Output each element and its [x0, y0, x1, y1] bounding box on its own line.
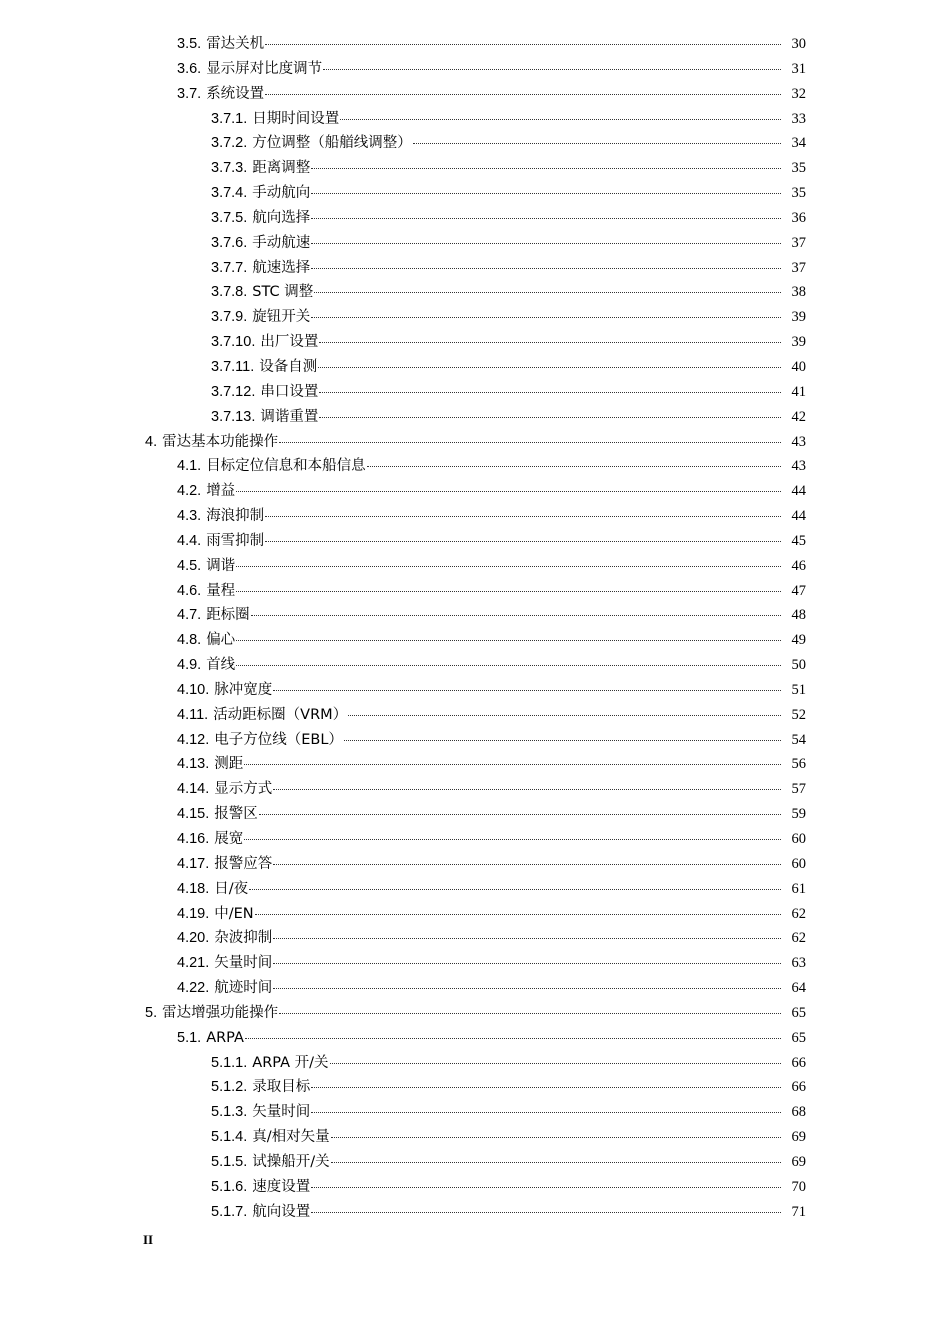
toc-entry-title: 矢量时间 [214, 955, 273, 972]
toc-entry-number: 4.22. [177, 980, 210, 997]
toc-entry-page: 43 [791, 433, 806, 450]
toc-entry-title: 系统设置 [206, 85, 265, 102]
toc-entry-page: 56 [791, 756, 806, 773]
dot-leader [236, 640, 781, 641]
toc-entry[interactable] [177, 752, 950, 777]
dot-leader [319, 392, 781, 393]
dot-leader [273, 963, 781, 964]
dot-leader [244, 764, 781, 765]
toc-entry[interactable] [211, 131, 950, 156]
toc-entry[interactable] [211, 280, 950, 305]
toc-entry[interactable] [177, 82, 950, 107]
toc-entry-page: 44 [791, 508, 806, 525]
toc-entry[interactable] [211, 256, 950, 281]
toc-entry[interactable] [211, 1125, 950, 1150]
toc-entry-title: 调谐重置 [260, 408, 319, 425]
toc-entry-page: 35 [791, 185, 806, 202]
toc-entry-number: 3.7.8. [211, 284, 248, 301]
toc-entry-title: 报警应答 [214, 855, 273, 872]
toc-entry-title: 活动距标圈（VRM） [213, 706, 348, 723]
dot-leader [311, 1187, 781, 1188]
toc-entry[interactable] [177, 529, 950, 554]
toc-entry-number: 3.7.13. [211, 408, 256, 425]
toc-entry-number: 4.18. [177, 880, 210, 897]
toc-entry[interactable] [177, 678, 950, 703]
toc-entry-page: 69 [791, 1129, 806, 1146]
dot-leader [323, 69, 781, 70]
toc-entry[interactable] [211, 1075, 950, 1100]
toc-entry-number: 5.1.1. [211, 1054, 248, 1071]
dot-leader [244, 839, 781, 840]
toc-entry-number: 3.7.6. [211, 234, 248, 251]
toc-entry-number: 3.7.5. [211, 209, 248, 226]
toc-entry[interactable] [177, 1026, 950, 1051]
toc-entry-page: 61 [791, 880, 806, 897]
toc-entry-number: 4.14. [177, 781, 210, 798]
dot-leader [311, 243, 781, 244]
toc-entry-title: 手动航速 [252, 234, 311, 251]
toc-entry-title: 雨雪抑制 [206, 532, 265, 549]
dot-leader [311, 1212, 781, 1213]
toc-entry-number: 4.6. [177, 582, 202, 599]
toc-entry[interactable] [211, 1150, 950, 1175]
toc-entry-title: 速度设置 [252, 1178, 311, 1195]
toc-entry-page: 54 [791, 731, 806, 748]
toc-entry-title: 首线 [206, 657, 236, 674]
dot-leader [265, 94, 781, 95]
toc-entry[interactable] [211, 305, 950, 330]
toc-entry[interactable] [177, 877, 950, 902]
toc-entry-number: 4.20. [177, 930, 210, 947]
toc-entry-page: 52 [791, 706, 806, 723]
toc-entry-page: 39 [791, 334, 806, 351]
toc-entry-title: 航迹时间 [214, 980, 273, 997]
toc-entry-number: 3.7.7. [211, 259, 248, 276]
toc-entry-title: STC 调整 [252, 284, 314, 301]
toc-entry-title: 显示方式 [214, 781, 273, 798]
toc-entry-page: 44 [791, 483, 806, 500]
toc-entry-page: 49 [791, 632, 806, 649]
toc-entry[interactable] [177, 827, 950, 852]
toc-entry-title: ARPA 开/关 [252, 1054, 329, 1071]
toc-entry-number: 4.16. [177, 831, 210, 847]
toc-entry[interactable] [211, 355, 950, 380]
toc-entry-page: 50 [791, 657, 806, 674]
toc-entry[interactable] [177, 57, 950, 82]
dot-leader [236, 665, 781, 666]
dot-leader [265, 516, 781, 517]
toc-entry-page: 42 [791, 408, 806, 425]
dot-leader [311, 218, 781, 219]
toc-entry-page: 69 [791, 1153, 806, 1170]
toc-entry[interactable] [177, 951, 950, 976]
toc-entry[interactable] [177, 902, 950, 927]
toc-entry-page: 71 [791, 1203, 806, 1220]
dot-leader [265, 44, 781, 45]
toc-entry-number: 4.9. [177, 657, 202, 674]
toc-entry-page: 38 [791, 284, 806, 301]
toc-entry[interactable] [177, 703, 950, 728]
toc-entry-page: 43 [791, 458, 806, 475]
toc-entry-title: 增益 [206, 483, 236, 500]
toc-entry-title: 目标定位信息和本船信息 [206, 458, 366, 475]
dot-leader [340, 119, 781, 120]
dot-leader [279, 1013, 781, 1014]
toc-entry-title: 脉冲宽度 [214, 681, 273, 698]
toc-entry[interactable] [177, 653, 950, 678]
toc-entry-number: 5.1.4. [211, 1129, 248, 1146]
toc-entry[interactable] [177, 777, 950, 802]
toc-entry-number: 4.21. [177, 955, 210, 972]
toc-entry-number: 5.1.5. [211, 1153, 248, 1170]
toc-entry[interactable] [177, 479, 950, 504]
toc-entry-number: 3.7.3. [211, 160, 248, 177]
toc-entry-page: 48 [791, 607, 806, 624]
toc-entry-title: 旋钮开关 [252, 309, 311, 326]
toc-entry[interactable] [177, 976, 950, 1001]
toc-entry[interactable] [177, 504, 950, 529]
toc-entry-number: 5.1.7. [211, 1203, 248, 1220]
toc-entry-page: 31 [791, 60, 806, 77]
dot-leader [311, 193, 781, 194]
toc-entry-number: 5.1.3. [211, 1104, 248, 1121]
dot-leader [314, 292, 781, 293]
toc-entry-number: 3.7.1. [211, 110, 248, 127]
dot-leader [330, 1063, 781, 1064]
toc-entry-title: 方位调整（船艏线调整） [252, 135, 412, 152]
toc-entry-number: 4.11. [177, 706, 209, 723]
toc-entry-page: 39 [791, 309, 806, 326]
toc-entry-title: 串口设置 [260, 383, 319, 400]
toc-entry[interactable] [177, 579, 950, 604]
toc-entry-page: 66 [791, 1054, 806, 1071]
toc-entry-page: 35 [791, 160, 806, 177]
toc-entry[interactable] [211, 1175, 950, 1200]
toc-entry-page: 45 [791, 532, 806, 549]
dot-leader [273, 988, 781, 989]
toc-entry[interactable] [211, 231, 950, 256]
toc-entry[interactable] [177, 728, 950, 753]
dot-leader [273, 789, 781, 790]
toc-entry[interactable] [145, 1001, 950, 1026]
dot-leader [311, 1087, 781, 1088]
toc-entry-page: 37 [791, 259, 806, 276]
toc-entry[interactable] [211, 1200, 950, 1225]
dot-leader [279, 442, 781, 443]
toc-entry-page: 60 [791, 855, 806, 872]
dot-leader [259, 814, 781, 815]
toc-entry-number: 5.1. [177, 1029, 202, 1046]
toc-entry-page: 57 [791, 781, 806, 798]
toc-entry-title: 试操船开/关 [252, 1153, 330, 1170]
toc-entry[interactable] [177, 802, 950, 827]
dot-leader [367, 466, 781, 467]
dot-leader [331, 1137, 781, 1138]
toc-entry-title: 海浪抑制 [206, 508, 265, 525]
toc-entry-title: 距离调整 [252, 160, 311, 177]
dot-leader [273, 938, 781, 939]
toc-entry-title: 录取目标 [252, 1079, 311, 1096]
toc-entry-page: 36 [791, 209, 806, 226]
toc-entry-number: 4.4. [177, 532, 202, 549]
toc-entry[interactable] [177, 603, 950, 628]
dot-leader [249, 889, 781, 890]
dot-leader [319, 342, 781, 343]
toc-entry-number: 4.13. [177, 756, 210, 773]
toc-entry-number: 4.5. [177, 557, 202, 574]
toc-entry[interactable] [211, 330, 950, 355]
dot-leader [318, 367, 781, 368]
toc-entry-title: 航向设置 [252, 1203, 311, 1220]
toc-entry[interactable] [177, 32, 950, 57]
toc-entry[interactable] [177, 852, 950, 877]
dot-leader [251, 615, 781, 616]
dot-leader [236, 591, 781, 592]
toc-entry-number: 4.19. [177, 905, 210, 922]
toc-entry-page: 62 [791, 930, 806, 947]
toc-entry-title: 电子方位线（EBL） [214, 731, 343, 748]
toc-entry[interactable] [211, 1051, 950, 1076]
dot-leader [236, 566, 781, 567]
toc-entry-title: 雷达增强功能操作 [162, 1004, 279, 1021]
toc-entry-title: 日期时间设置 [252, 110, 340, 127]
toc-entry-title: 真/相对矢量 [252, 1129, 330, 1146]
toc-entry-number: 3.7.12. [211, 383, 256, 400]
toc-entry-number: 3.7.4. [211, 185, 248, 202]
toc-entry-title: ARPA [206, 1029, 244, 1046]
toc-entry[interactable] [211, 380, 950, 405]
toc-entry-number: 4.8. [177, 632, 202, 649]
toc-entry-number: 3.7.11. [211, 358, 255, 375]
toc-entry-page: 51 [791, 681, 806, 698]
toc-entry-title: 测距 [214, 756, 244, 773]
toc-entry-title: 报警区 [214, 806, 258, 823]
toc-entry-page: 68 [791, 1104, 806, 1121]
dot-leader [245, 1038, 781, 1039]
toc-entry-number: 4. [145, 433, 158, 450]
dot-leader [255, 914, 781, 915]
toc-entry-page: 63 [791, 955, 806, 972]
toc-entry[interactable] [211, 156, 950, 181]
toc-entry-page: 32 [791, 85, 806, 102]
toc-entry[interactable] [211, 1100, 950, 1125]
dot-leader [331, 1162, 781, 1163]
toc-entry-number: 3.7.10. [211, 334, 256, 351]
dot-leader [311, 168, 781, 169]
toc-entry-number: 4.12. [177, 731, 210, 748]
toc-entry-page: 47 [791, 582, 806, 599]
toc-entry-title: 量程 [206, 582, 236, 599]
toc-entry-number: 4.2. [177, 483, 202, 500]
toc-entry-number: 3.5. [177, 36, 202, 52]
toc-entry-number: 4.3. [177, 508, 202, 525]
toc-entry-number: 3.7. [177, 85, 202, 102]
dot-leader [311, 317, 781, 318]
toc-entry-title: 调谐 [206, 557, 236, 574]
dot-leader [413, 143, 781, 144]
toc-entry-page: 37 [791, 234, 806, 251]
toc-entry[interactable] [177, 554, 950, 579]
toc-entry-page: 60 [791, 831, 806, 847]
toc-entry-number: 4.15. [177, 806, 210, 823]
toc-entry-page: 33 [791, 110, 806, 127]
dot-leader [344, 740, 781, 741]
toc-entry-title: 航速选择 [252, 259, 311, 276]
toc-entry-number: 3.7.2. [211, 135, 248, 152]
toc-entry[interactable] [211, 206, 950, 231]
table-of-contents [0, 32, 950, 1225]
toc-entry-title: 中/EN [214, 905, 254, 922]
toc-entry-number: 3.6. [177, 60, 202, 77]
dot-leader [273, 864, 781, 865]
toc-entry[interactable] [211, 107, 950, 132]
toc-entry-page: 62 [791, 905, 806, 922]
page-number-footer: II [143, 1232, 154, 1247]
toc-entry-title: 杂波抑制 [214, 930, 273, 947]
toc-entry-page: 30 [791, 36, 806, 52]
toc-entry-number: 3.7.9. [211, 309, 248, 326]
toc-entry-page: 34 [791, 135, 806, 152]
toc-entry-page: 64 [791, 980, 806, 997]
toc-entry-number: 4.17. [177, 855, 210, 872]
toc-entry-number: 5. [145, 1004, 158, 1021]
toc-entry-page: 66 [791, 1079, 806, 1096]
toc-entry-page: 65 [791, 1004, 806, 1021]
toc-entry-title: 出厂设置 [260, 334, 319, 351]
toc-entry-title: 展宽 [214, 831, 244, 847]
toc-entry[interactable] [145, 430, 950, 455]
dot-leader [311, 1112, 781, 1113]
toc-entry-page: 41 [791, 383, 806, 400]
toc-entry-page: 70 [791, 1178, 806, 1195]
toc-entry-title: 手动航向 [252, 185, 311, 202]
toc-entry-title: 日/夜 [214, 880, 249, 897]
toc-entry-title: 距标圈 [206, 607, 250, 624]
toc-entry-page: 40 [791, 358, 806, 375]
dot-leader [348, 715, 781, 716]
toc-entry-page: 46 [791, 557, 806, 574]
dot-leader [236, 491, 781, 492]
toc-entry-number: 4.10. [177, 681, 210, 698]
toc-entry-title: 显示屏对比度调节 [206, 60, 323, 77]
dot-leader [265, 541, 781, 542]
dot-leader [273, 690, 781, 691]
toc-entry[interactable] [177, 926, 950, 951]
toc-entry-title: 航向选择 [252, 209, 311, 226]
toc-entry-title: 设备自测 [259, 358, 318, 375]
toc-entry-number: 4.1. [177, 458, 202, 475]
toc-entry-number: 5.1.6. [211, 1178, 248, 1195]
toc-entry-title: 矢量时间 [252, 1104, 311, 1121]
toc-entry-title: 偏心 [206, 632, 236, 649]
toc-entry-number: 5.1.2. [211, 1079, 248, 1096]
dot-leader [319, 417, 781, 418]
toc-entry[interactable] [211, 181, 950, 206]
toc-entry[interactable] [177, 454, 950, 479]
toc-entry[interactable] [211, 405, 950, 430]
toc-entry-title: 雷达基本功能操作 [162, 433, 279, 450]
dot-leader [311, 268, 781, 269]
toc-entry-number: 4.7. [177, 607, 202, 624]
toc-entry-page: 65 [791, 1029, 806, 1046]
toc-entry-title: 雷达关机 [206, 36, 265, 52]
toc-entry[interactable] [177, 628, 950, 653]
toc-entry-page: 59 [791, 806, 806, 823]
